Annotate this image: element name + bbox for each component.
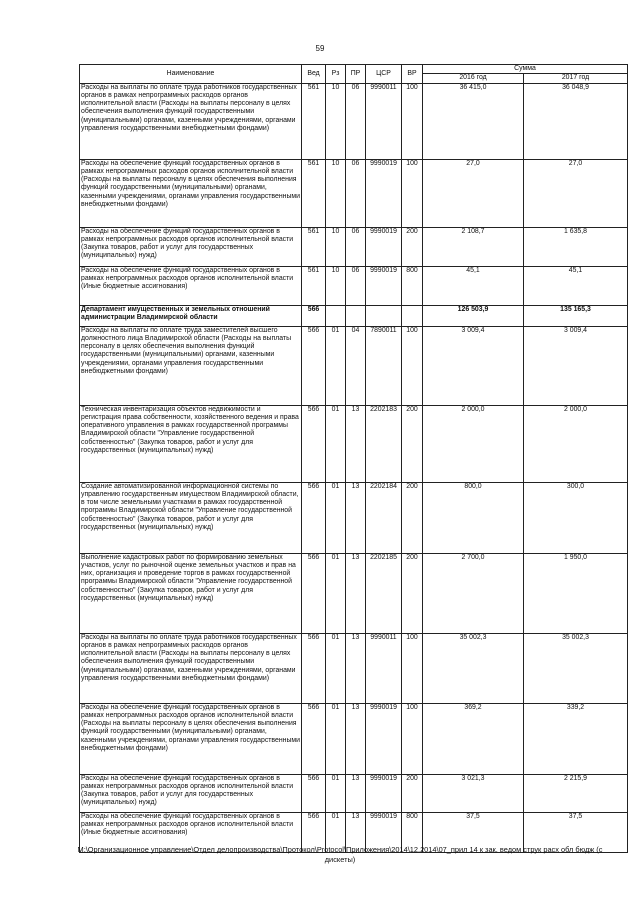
cell-csr: 2202183: [366, 405, 402, 482]
cell-rz: 01: [326, 703, 346, 774]
cell-name: Расходы на обеспечение функций государственных органов в рамках непрограммных расходов органов исполнительной власти (Иные бюджетные ассигнования): [80, 812, 302, 852]
cell-vr: 200: [402, 482, 423, 553]
cell-y2016: 3 021,3: [423, 774, 524, 812]
cell-vr: 800: [402, 812, 423, 852]
cell-vr: 100: [402, 703, 423, 774]
cell-ved: 561: [302, 266, 326, 305]
table-row: [80, 774, 628, 812]
cell-ved: 566: [302, 633, 326, 703]
table-header: [80, 65, 628, 84]
cell-pr: 13: [346, 774, 366, 812]
table-row: [80, 553, 628, 633]
cell-ved: 566: [302, 326, 326, 405]
cell-y2016: 2 700,0: [423, 553, 524, 633]
table-row: [80, 633, 628, 703]
cell-csr: 9990019: [366, 159, 402, 227]
cell-name: Расходы на обеспечение функций государственных органов в рамках непрограммных расходов органов исполнительной власти (Закупка товаров, работ и услуг для государственных (муниципальных) нужд): [80, 774, 302, 812]
cell-pr: 06: [346, 83, 366, 159]
cell-y2017: 3 009,4: [524, 326, 628, 405]
header-sum: Сумма: [423, 65, 628, 74]
cell-y2017: 35 002,3: [524, 633, 628, 703]
cell-csr: 9990019: [366, 227, 402, 266]
cell-name: Техническая инвентаризация объектов недвижимости и регистрация права собственности, хозяйственного ведения и права оперативного управления в рамках государственной программы Владимирской области "Управление государственной собственностью" (Закупка товаров, работ и услуг для государственных (муниципальных) нужд): [80, 405, 302, 482]
cell-y2016: 3 009,4: [423, 326, 524, 405]
cell-pr: 13: [346, 812, 366, 852]
cell-ved: 566: [302, 703, 326, 774]
cell-name: Расходы на выплаты по оплате труда заместителей высшего должностного лица Владимирской области (Расходы на выплаты персоналу в целях обеспечения выполнения функций государственными (муниципальными) органами, казенными учреждениями, органами управления государственными внебюджетными фондами): [80, 326, 302, 405]
cell-pr: 13: [346, 633, 366, 703]
cell-y2017: 45,1: [524, 266, 628, 305]
header-name: Наименование: [80, 65, 302, 84]
table-row: [80, 405, 628, 482]
cell-ved: 566: [302, 553, 326, 633]
budget-table: [79, 64, 628, 853]
header-ved: Вед: [302, 65, 326, 84]
cell-y2016: 27,0: [423, 159, 524, 227]
cell-csr: 2202185: [366, 553, 402, 633]
cell-name: Расходы на обеспечение функций государственных органов в рамках непрограммных расходов органов исполнительной власти (Иные бюджетные ассигнования): [80, 266, 302, 305]
cell-vr: 200: [402, 405, 423, 482]
cell-vr: [402, 305, 423, 326]
table-row: [80, 305, 628, 326]
cell-rz: 01: [326, 405, 346, 482]
cell-ved: 566: [302, 405, 326, 482]
cell-csr: 2202184: [366, 482, 402, 553]
cell-ved: 561: [302, 83, 326, 159]
header-csr: ЦСР: [366, 65, 402, 84]
cell-pr: 06: [346, 227, 366, 266]
cell-y2017: 37,5: [524, 812, 628, 852]
table-row: [80, 159, 628, 227]
cell-pr: 13: [346, 482, 366, 553]
cell-y2016: 800,0: [423, 482, 524, 553]
cell-ved: 566: [302, 774, 326, 812]
cell-rz: 01: [326, 482, 346, 553]
cell-rz: 01: [326, 633, 346, 703]
cell-ved: 566: [302, 305, 326, 326]
header-pr: ПР: [346, 65, 366, 84]
table-row: [80, 266, 628, 305]
cell-name: Расходы на выплаты по оплате труда работников государственных органов в рамках непрограммных расходов органов исполнительной власти (Расходы на выплаты персоналу в целях обеспечения выполнения функций государственными (муниципальными) органами, казенными учреждениями, органами управления государственными внебюджетными фондами): [80, 633, 302, 703]
cell-name: Создание автоматизированной информационной системы по управлению государственным имуществом Владимирской области, в том числе земельными участками в рамках государственной программы Владимирской области "Управление государственной собственностью" (Закупка товаров, работ и услуг для государственных (муниципальных) нужд): [80, 482, 302, 553]
cell-y2016: 126 503,9: [423, 305, 524, 326]
table-row: [80, 326, 628, 405]
cell-y2016: 35 002,3: [423, 633, 524, 703]
cell-rz: 01: [326, 326, 346, 405]
cell-rz: 01: [326, 812, 346, 852]
table-row: [80, 703, 628, 774]
cell-vr: 800: [402, 266, 423, 305]
cell-pr: 06: [346, 266, 366, 305]
cell-rz: 10: [326, 159, 346, 227]
cell-vr: 100: [402, 83, 423, 159]
header-2016: 2016 год: [423, 74, 524, 83]
cell-rz: 01: [326, 553, 346, 633]
table-row: [80, 482, 628, 553]
cell-csr: [366, 305, 402, 326]
table-row: [80, 83, 628, 159]
cell-vr: 200: [402, 227, 423, 266]
cell-y2016: 2 000,0: [423, 405, 524, 482]
cell-pr: 13: [346, 405, 366, 482]
cell-y2016: 2 108,7: [423, 227, 524, 266]
cell-rz: 10: [326, 227, 346, 266]
cell-rz: [326, 305, 346, 326]
cell-vr: 100: [402, 159, 423, 227]
cell-pr: 04: [346, 326, 366, 405]
cell-y2017: 2 000,0: [524, 405, 628, 482]
cell-pr: 06: [346, 159, 366, 227]
cell-rz: 10: [326, 83, 346, 159]
header-2017: 2017 год: [524, 74, 628, 83]
cell-name: Расходы на выплаты по оплате труда работников государственных органов в рамках непрограммных расходов органов исполнительной власти (Расходы на выплаты персоналу в целях обеспечения выполнения функций государственными (муниципальными) органами, казенными учреждениями, органами управления государственными внебюджетными фондами): [80, 83, 302, 159]
cell-y2016: 369,2: [423, 703, 524, 774]
cell-rz: 01: [326, 774, 346, 812]
cell-pr: 13: [346, 703, 366, 774]
file-path-footer: M:\Организационное управление\Отдел делопроизводства\Протокол\Protocol\Приложения\2014\12.2014\07_прил 14 к зак. ведом струк расх обл бюдж (с дискеты): [77, 845, 603, 864]
cell-y2017: 2 215,9: [524, 774, 628, 812]
cell-csr: 9990011: [366, 633, 402, 703]
cell-csr: 9990019: [366, 774, 402, 812]
cell-y2017: 27,0: [524, 159, 628, 227]
cell-csr: 9990019: [366, 266, 402, 305]
cell-name: Расходы на обеспечение функций государственных органов в рамках непрограммных расходов органов исполнительной власти (Расходы на выплаты персоналу в целях обеспечения выполнения функций государственными (муниципальными) органами, казенными учреждениями, органами управления государственными внебюджетными фондами): [80, 703, 302, 774]
cell-vr: 200: [402, 553, 423, 633]
cell-y2017: 1 950,0: [524, 553, 628, 633]
cell-y2017: 36 048,9: [524, 83, 628, 159]
cell-vr: 100: [402, 633, 423, 703]
table-body: [80, 83, 628, 852]
cell-y2016: 36 415,0: [423, 83, 524, 159]
cell-vr: 100: [402, 326, 423, 405]
table-row: [80, 227, 628, 266]
cell-name: Расходы на обеспечение функций государственных органов в рамках непрограммных расходов органов исполнительной власти (Расходы на выплаты персоналу в целях обеспечения выполнения функций государственными (муниципальными) органами, казенными учреждениями, органами управления государственными внебюджетными фондами): [80, 159, 302, 227]
header-rz: Рз: [326, 65, 346, 84]
cell-y2017: 135 165,3: [524, 305, 628, 326]
cell-y2016: 37,5: [423, 812, 524, 852]
cell-csr: 9990019: [366, 703, 402, 774]
cell-y2017: 300,0: [524, 482, 628, 553]
cell-name: Расходы на обеспечение функций государственных органов в рамках непрограммных расходов органов исполнительной власти (Закупка товаров, работ и услуг для государственных (муниципальных) нужд): [80, 227, 302, 266]
cell-y2017: 339,2: [524, 703, 628, 774]
cell-y2016: 45,1: [423, 266, 524, 305]
cell-ved: 566: [302, 812, 326, 852]
cell-rz: 10: [326, 266, 346, 305]
cell-csr: 9990011: [366, 83, 402, 159]
cell-vr: 200: [402, 774, 423, 812]
header-vr: ВР: [402, 65, 423, 84]
cell-ved: 561: [302, 227, 326, 266]
cell-csr: 7890011: [366, 326, 402, 405]
cell-ved: 566: [302, 482, 326, 553]
cell-ved: 561: [302, 159, 326, 227]
cell-pr: 13: [346, 553, 366, 633]
cell-csr: 9990019: [366, 812, 402, 852]
cell-name: Департамент имущественных и земельных отношений администрации Владимирской области: [80, 305, 302, 326]
cell-name: Выполнение кадастровых работ по формированию земельных участков, услуг по рыночной оценке земельных участков и прав на них, организация и проведение торгов в рамках государственной программы Владимирской области "Управление государственной собственностью" (Закупка товаров, работ и услуг для государственных (муниципальных) нужд): [80, 553, 302, 633]
page-number: 59: [315, 44, 325, 53]
cell-y2017: 1 635,8: [524, 227, 628, 266]
cell-pr: [346, 305, 366, 326]
